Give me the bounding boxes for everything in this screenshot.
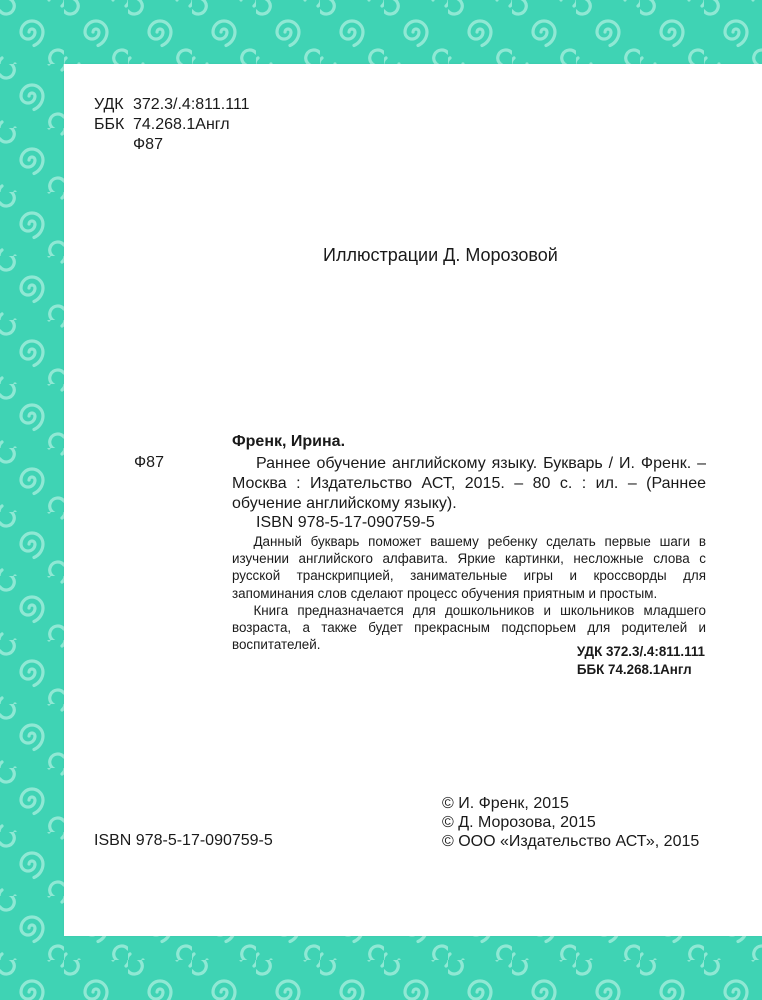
udk-code: 372.3/.4:811.111 — [133, 96, 250, 113]
annotation-paragraph: Книга предназначается для дошкольников и школьников младшего возраста, а также будет прекрасным подспорьем для родителей и воспитателей. — [232, 602, 706, 653]
annotation-paragraph: Данный букварь поможет вашему ребенку сделать первые шаги в изучении английского алфавита. Яркие картинки, несложные слова с русской транскрипцией, занимательные игры и кроссворды для запоминания слов сделают процесс обучения приятным и простым. — [232, 534, 706, 601]
title-verso-page — [64, 64, 762, 936]
udk-code-bottom: УДК 372.3/.4:811.111 — [576, 644, 705, 659]
copyright-line: © И. Френк, 2015 — [442, 795, 569, 812]
author-mark: Ф87 — [133, 136, 163, 153]
copyright-block — [442, 794, 699, 851]
copyright-line: © Д. Морозова, 2015 — [442, 814, 596, 831]
bibliographic-author-mark: Ф87 — [134, 454, 164, 471]
copyright-line: © ООО «Издательство АСТ», 2015 — [442, 833, 700, 850]
bibliographic-description: Раннее обучение английскому языку. Букварь / И. Френк. – Москва : Издательство АСТ, 2015. – 80 с. : ил. – (Раннее обучение английскому языку). — [232, 455, 706, 512]
illustrations-credit: Иллюстрации Д. Морозовой — [323, 245, 558, 265]
bbk-code: 74.268.1Англ — [133, 116, 230, 133]
isbn-record: ISBN 978-5-17-090759-5 — [256, 514, 435, 531]
bbk-label: ББК — [94, 116, 125, 133]
udk-label: УДК — [94, 96, 124, 113]
bbk-code-bottom: ББК 74.268.1Англ — [576, 662, 692, 677]
isbn-footer: ISBN 978-5-17-090759-5 — [94, 832, 273, 849]
author-heading: Френк, Ирина. — [232, 433, 346, 450]
classification-header — [94, 95, 250, 155]
annotation — [232, 533, 706, 653]
classification-footer — [577, 643, 705, 679]
